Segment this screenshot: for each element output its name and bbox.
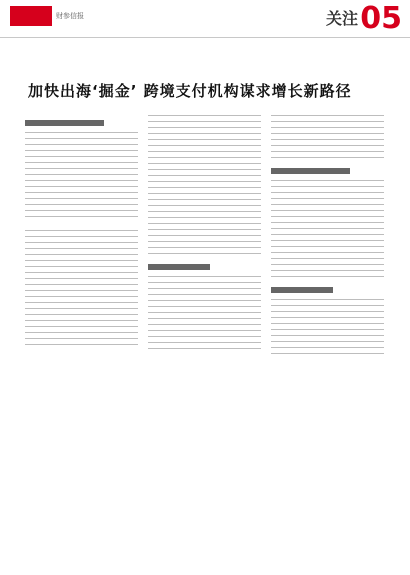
text-line xyxy=(271,133,384,134)
text-line xyxy=(25,192,138,193)
text-line xyxy=(271,323,384,324)
page-number: 05 xyxy=(360,1,402,36)
text-line xyxy=(148,282,261,283)
text-line xyxy=(148,181,261,182)
text-line xyxy=(25,266,138,267)
text-line xyxy=(148,276,261,277)
article-column-1 xyxy=(25,110,138,565)
text-line xyxy=(25,278,138,279)
article-column-2 xyxy=(148,110,261,565)
text-line xyxy=(148,121,261,122)
text-line xyxy=(148,205,261,206)
masthead xyxy=(0,0,410,38)
text-line xyxy=(271,186,384,187)
text-line xyxy=(25,174,138,175)
article-body xyxy=(25,110,385,565)
brand-subtitle: 财参信报 xyxy=(56,11,84,20)
text-line xyxy=(25,242,138,243)
text-line xyxy=(148,163,261,164)
text-line xyxy=(148,139,261,140)
text-line xyxy=(25,204,138,205)
text-line xyxy=(25,168,138,169)
text-line xyxy=(25,326,138,327)
text-line xyxy=(25,156,138,157)
text-line xyxy=(271,145,384,146)
article-headline: 加快出海‘掘金’ 跨境支付机构谋求增长新路径 xyxy=(28,82,352,100)
brand-logo xyxy=(10,6,52,26)
text-line xyxy=(25,150,138,151)
text-line xyxy=(148,348,261,349)
text-line xyxy=(271,329,384,330)
text-line xyxy=(271,353,384,354)
text-line xyxy=(271,252,384,253)
text-line xyxy=(25,284,138,285)
text-line xyxy=(271,204,384,205)
text-line xyxy=(25,332,138,333)
text-line xyxy=(148,151,261,152)
section-label: 关注 xyxy=(325,9,358,28)
text-line xyxy=(271,127,384,128)
text-line xyxy=(25,296,138,297)
text-line xyxy=(148,157,261,158)
text-line xyxy=(148,115,261,116)
text-line xyxy=(148,288,261,289)
text-line xyxy=(148,330,261,331)
text-line xyxy=(25,138,138,139)
text-line xyxy=(148,300,261,301)
text-line xyxy=(271,317,384,318)
text-line xyxy=(271,299,384,300)
text-line xyxy=(271,234,384,235)
text-line xyxy=(25,308,138,309)
text-line xyxy=(148,235,261,236)
text-line xyxy=(148,175,261,176)
text-line xyxy=(148,336,261,337)
text-line xyxy=(148,199,261,200)
text-line xyxy=(271,222,384,223)
text-line xyxy=(271,305,384,306)
text-line xyxy=(148,193,261,194)
text-line xyxy=(271,270,384,271)
text-line xyxy=(148,145,261,146)
text-line xyxy=(271,264,384,265)
text-line xyxy=(148,247,261,248)
text-line xyxy=(148,133,261,134)
text-line xyxy=(271,228,384,229)
text-line xyxy=(148,229,261,230)
text-line xyxy=(25,272,138,273)
text-line xyxy=(271,341,384,342)
text-line xyxy=(271,246,384,247)
text-line xyxy=(148,241,261,242)
text-line xyxy=(148,318,261,319)
text-line xyxy=(271,240,384,241)
text-line xyxy=(271,192,384,193)
text-line xyxy=(25,210,138,211)
text-line xyxy=(25,236,138,237)
text-line xyxy=(25,314,138,315)
text-line xyxy=(25,198,138,199)
text-line xyxy=(25,290,138,291)
text-line xyxy=(148,342,261,343)
text-line xyxy=(148,211,261,212)
brand-block xyxy=(10,6,120,26)
text-line xyxy=(271,198,384,199)
text-line xyxy=(271,276,384,277)
text-line xyxy=(271,311,384,312)
text-line xyxy=(25,162,138,163)
text-line xyxy=(25,254,138,255)
text-line xyxy=(271,335,384,336)
text-line xyxy=(148,312,261,313)
text-line xyxy=(148,324,261,325)
text-line xyxy=(25,216,138,217)
text-line xyxy=(148,169,261,170)
text-line xyxy=(148,223,261,224)
text-line xyxy=(271,216,384,217)
text-line xyxy=(25,248,138,249)
text-line xyxy=(25,302,138,303)
text-line xyxy=(271,121,384,122)
text-line xyxy=(271,210,384,211)
text-line xyxy=(25,344,138,345)
paragraph-gap xyxy=(25,219,138,225)
text-line xyxy=(25,144,138,145)
text-line xyxy=(148,127,261,128)
article-column-3 xyxy=(271,110,384,565)
text-line xyxy=(148,306,261,307)
text-line xyxy=(271,347,384,348)
text-line xyxy=(271,157,384,158)
text-line xyxy=(25,230,138,231)
text-line xyxy=(271,139,384,140)
text-line xyxy=(25,338,138,339)
text-line xyxy=(271,115,384,116)
section-subheading xyxy=(271,287,333,293)
text-line xyxy=(148,294,261,295)
text-line xyxy=(148,217,261,218)
text-line xyxy=(271,180,384,181)
text-line xyxy=(25,260,138,261)
text-line xyxy=(148,187,261,188)
section-subheading xyxy=(271,168,350,174)
text-line xyxy=(25,132,138,133)
section-subheading xyxy=(148,264,210,270)
text-line xyxy=(25,180,138,181)
section-subheading xyxy=(25,120,104,126)
text-line xyxy=(271,151,384,152)
text-line xyxy=(25,186,138,187)
text-line xyxy=(148,253,261,254)
text-line xyxy=(271,258,384,259)
text-line xyxy=(25,320,138,321)
